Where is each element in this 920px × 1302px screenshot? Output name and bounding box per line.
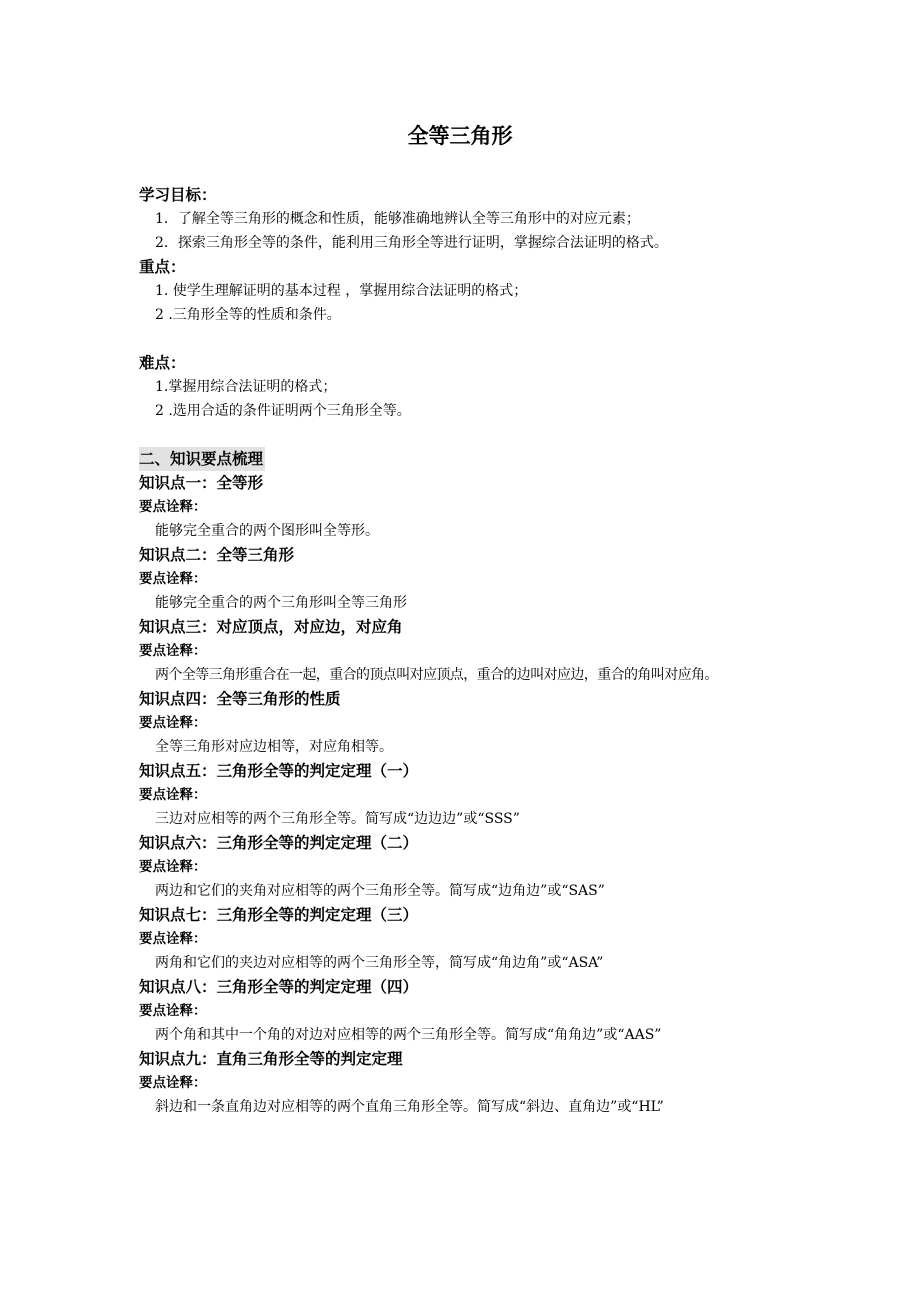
difficulty-item: 2 .选用合适的条件证明两个三角形全等。 [155,403,411,419]
objective-item: 1．了解全等三角形的概念和性质，能够准确地辨认全等三角形中的对应元素； [155,211,640,227]
key-point-item: 1. 使学生理解证明的基本过程 ，掌握用综合法证明的格式； [155,283,528,299]
section-heading: 二、知识要点梳理 [139,447,265,471]
knowledge-point-title: 知识点一：全等形 [139,474,264,492]
explanation-label: 要点诠释： [139,859,207,875]
explanation-label: 要点诠释： [139,643,207,659]
knowledge-point-title: 知识点二：全等三角形 [139,546,295,564]
knowledge-point-title: 知识点五：三角形全等的判定定理（一） [139,762,419,780]
explanation-label: 要点诠释： [139,787,207,803]
explanation-text: 两个全等三角形重合在一起，重合的顶点叫对应顶点，重合的边叫对应边，重合的角叫对应角。 [155,667,718,683]
spacer [139,423,799,447]
explanation-label: 要点诠释： [139,1075,207,1091]
knowledge-point-title: 知识点九：直角三角形全等的判定定理 [139,1050,403,1068]
document-title: 全等三角形 [407,124,513,148]
explanation-label: 要点诠释： [139,571,207,587]
explanation-label: 要点诠释： [139,499,207,515]
spacer [139,327,799,351]
explanation-label: 要点诠释： [139,715,207,731]
knowledge-point-title: 知识点四：全等三角形的性质 [139,690,341,708]
explanation-label: 要点诠释： [139,1003,207,1019]
knowledge-point-title: 知识点六：三角形全等的判定定理（二） [139,834,419,852]
difficulty-item: 1.掌握用综合法证明的格式； [155,379,337,395]
difficulties-heading: 难点： [139,354,186,372]
explanation-text: 两角和它们的夹边对应相等的两个三角形全等，简写成“角边角”或“ASA” [155,955,604,971]
explanation-text: 斜边和一条直角边对应相等的两个直角三角形全等。简写成“斜边、直角边”或“HL” [155,1099,664,1115]
objectives-heading: 学习目标： [139,186,217,204]
explanation-text: 能够完全重合的两个三角形叫全等三角形 [155,595,407,611]
explanation-text: 两个角和其中一个角的对边对应相等的两个三角形全等。简写成“角角边”或“AAS” [155,1027,662,1043]
explanation-label: 要点诠释： [139,931,207,947]
knowledge-point-title: 知识点八：三角形全等的判定定理（四） [139,978,419,996]
explanation-text: 全等三角形对应边相等，对应角相等。 [155,739,393,755]
knowledge-point-title: 知识点三：对应顶点，对应边，对应角 [139,618,403,636]
explanation-text: 能够完全重合的两个图形叫全等形。 [155,523,379,539]
key-point-item: 2 .三角形全等的性质和条件。 [155,307,341,323]
key-points-heading: 重点： [139,258,186,276]
document-content [139,183,799,1119]
objective-item: 2．探索三角形全等的条件，能利用三角形全等进行证明，掌握综合法证明的格式。 [155,235,668,251]
explanation-text: 三边对应相等的两个三角形全等。简写成“边边边”或“SSS” [155,811,520,827]
knowledge-point-title: 知识点七：三角形全等的判定定理（三） [139,906,419,924]
section-heading-wrapper [139,447,799,471]
explanation-text: 两边和它们的夹角对应相等的两个三角形全等。简写成“边角边”或“SAS” [155,883,605,899]
